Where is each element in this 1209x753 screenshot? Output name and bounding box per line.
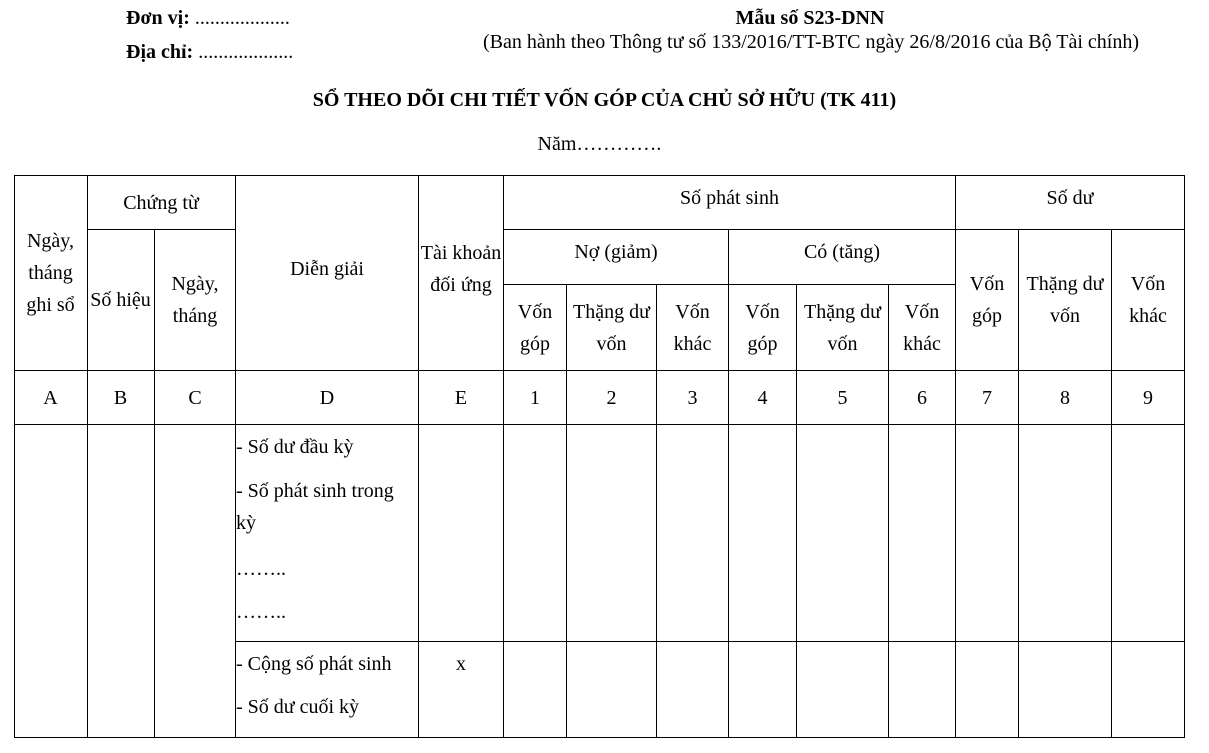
- code-cell: 9: [1143, 386, 1153, 409]
- form-code: Mẫu số S23-DNN: [735, 7, 885, 29]
- code-cell: C: [188, 386, 202, 409]
- code-cell: 4: [757, 386, 768, 409]
- don-vi-label: Đơn vị:: [126, 7, 190, 29]
- row-so-du-dau-ky: - Số dư đầu kỳ: [236, 436, 354, 458]
- no-von-khac-header: Vốn khác: [673, 300, 712, 355]
- group-co-tang: Có (tăng): [803, 241, 881, 263]
- col-header-dien-giai: Diễn giải: [290, 258, 364, 280]
- col-header-so-hieu: Số hiệu: [90, 289, 151, 311]
- year-line: Năm………….: [537, 133, 662, 155]
- code-cell: 6: [917, 386, 927, 409]
- co-von-gop-header: Vốn góp: [745, 300, 780, 355]
- row-so-du-cuoi-ky: - Số dư cuối kỳ: [236, 696, 360, 718]
- co-von-khac-header: Vốn khác: [903, 300, 941, 355]
- row-dots-1: ……..: [236, 558, 286, 580]
- row-cong-so-phat-sinh: - Cộng số phát sinh: [236, 653, 392, 675]
- code-cell: B: [113, 386, 128, 409]
- code-cell: 7: [982, 386, 992, 409]
- code-cell: E: [454, 386, 468, 409]
- code-cell: 1: [530, 386, 540, 409]
- col-header-ngay-thang: Ngày, tháng: [171, 273, 219, 327]
- page-title: SỔ THEO DÕI CHI TIẾT VỐN GÓP CỦA CHỦ SỞ HỮU (TK 411): [312, 89, 897, 111]
- code-cell: A: [43, 386, 58, 409]
- code-cell: 3: [687, 386, 698, 409]
- group-no-giam: Nợ (giảm): [574, 241, 658, 263]
- du-von-khac-header: Vốn khác: [1129, 273, 1167, 327]
- co-thang-du-header: Thặng dư vốn: [804, 300, 881, 355]
- code-cell: 2: [606, 386, 617, 409]
- col-header-tai-khoan: Tài khoản đối ứng: [420, 242, 502, 296]
- form-note: (Ban hành theo Thông tư số 133/2016/TT-BTC ngày 26/8/2016 của Bộ Tài chính): [483, 31, 1139, 53]
- no-von-gop-header: Vốn góp: [517, 300, 553, 355]
- cong-tai-khoan-mark: x: [456, 653, 466, 675]
- row-so-phat-sinh-trong-ky: - Số phát sinh trong kỳ: [236, 480, 394, 534]
- du-von-gop-header: Vốn góp: [969, 273, 1005, 327]
- du-thang-du-header: Thặng dư vốn: [1026, 273, 1104, 327]
- no-thang-du-header: Thặng dư vốn: [573, 300, 650, 355]
- row-dots-2: ……..: [236, 601, 286, 623]
- code-cell: 8: [1060, 386, 1070, 409]
- don-vi-value: ...................: [194, 7, 290, 29]
- dia-chi-label: Địa chỉ:: [126, 41, 194, 63]
- code-cell: D: [319, 386, 335, 409]
- group-chung-tu: Chứng từ: [123, 191, 199, 214]
- group-so-du: Số dư: [1046, 187, 1094, 209]
- group-so-phat-sinh: Số phát sinh: [680, 187, 779, 209]
- col-header-date: Ngày, tháng ghi sổ: [26, 230, 75, 316]
- code-cell: 5: [837, 386, 848, 409]
- dia-chi-value: ...................: [198, 41, 294, 63]
